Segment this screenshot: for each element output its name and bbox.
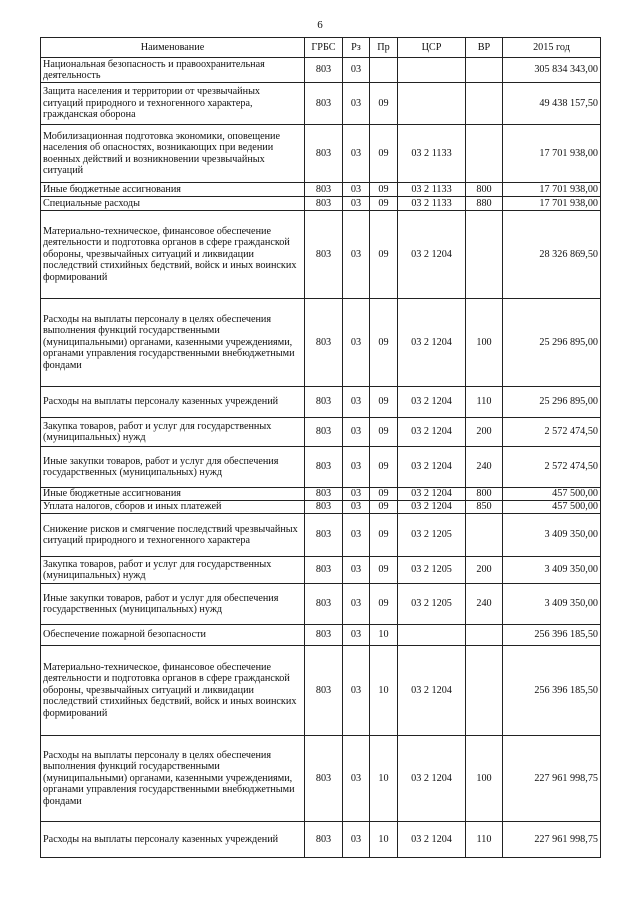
cell-pr: 09 (370, 83, 398, 125)
cell-name: Материально-техническое, финансовое обеспечение деятельности и подготовка органов в сфере гражданской обороны, чрезвычайных ситуаций и ликвидации последствий стихийных бедствий, войск и иных воинских формирований (41, 211, 305, 299)
cell-rz: 03 (343, 488, 370, 501)
cell-vr (466, 83, 503, 125)
cell-rz: 03 (343, 58, 370, 83)
cell-vr: 110 (466, 387, 503, 418)
cell-grbs: 803 (305, 584, 343, 625)
cell-name: Закупка товаров, работ и услуг для государственных (муниципальных) нужд (41, 557, 305, 584)
cell-amount: 17 701 938,00 (503, 183, 601, 197)
cell-csr: 03 2 1204 (398, 501, 466, 514)
cell-vr: 240 (466, 447, 503, 488)
table-row (41, 625, 601, 646)
cell-rz: 03 (343, 211, 370, 299)
cell-grbs: 803 (305, 183, 343, 197)
cell-name: Обеспечение пожарной безопасности (41, 625, 305, 646)
cell-name: Иные бюджетные ассигнования (41, 183, 305, 197)
cell-name: Расходы на выплаты персоналу в целях обеспечения выполнения функций государственными (муниципальными) органами, казенными учреждениями, органами управления государственными внебюджетными фондами (41, 736, 305, 822)
cell-rz: 03 (343, 197, 370, 211)
cell-amount: 2 572 474,50 (503, 447, 601, 488)
cell-csr: 03 2 1205 (398, 514, 466, 557)
cell-grbs: 803 (305, 557, 343, 584)
cell-name: Иные закупки товаров, работ и услуг для обеспечения государственных (муниципальных) нужд (41, 447, 305, 488)
table-row (41, 501, 601, 514)
cell-csr: 03 2 1204 (398, 488, 466, 501)
cell-pr: 10 (370, 822, 398, 858)
cell-csr: 03 2 1204 (398, 447, 466, 488)
cell-pr: 09 (370, 557, 398, 584)
cell-rz: 03 (343, 501, 370, 514)
cell-vr (466, 514, 503, 557)
cell-pr: 10 (370, 736, 398, 822)
table-row (41, 557, 601, 584)
table-row (41, 418, 601, 447)
cell-pr (370, 58, 398, 83)
cell-rz: 03 (343, 83, 370, 125)
table-row (41, 125, 601, 183)
cell-amount: 3 409 350,00 (503, 557, 601, 584)
cell-name: Расходы на выплаты персоналу в целях обеспечения выполнения функций государственными (муниципальными) органами, казенными учреждениями, органами управления государственными внебюджетными фондами (41, 299, 305, 387)
cell-rz: 03 (343, 646, 370, 736)
cell-grbs: 803 (305, 646, 343, 736)
cell-rz: 03 (343, 418, 370, 447)
table-row (41, 197, 601, 211)
cell-csr (398, 58, 466, 83)
cell-name: Материально-техническое, финансовое обеспечение деятельности и подготовка органов в сфере гражданской обороны, чрезвычайных ситуаций и ликвидации последствий стихийных бедствий, войск и иных воинских формирований (41, 646, 305, 736)
budget-table (40, 37, 601, 858)
cell-vr (466, 625, 503, 646)
header-name: Наименование (41, 38, 305, 58)
cell-vr (466, 58, 503, 83)
cell-pr: 09 (370, 501, 398, 514)
cell-vr: 100 (466, 736, 503, 822)
cell-pr: 10 (370, 646, 398, 736)
cell-name: Закупка товаров, работ и услуг для государственных (муниципальных) нужд (41, 418, 305, 447)
cell-amount: 305 834 343,00 (503, 58, 601, 83)
cell-grbs: 803 (305, 197, 343, 211)
cell-vr: 850 (466, 501, 503, 514)
cell-rz: 03 (343, 557, 370, 584)
table-row (41, 387, 601, 418)
cell-csr (398, 625, 466, 646)
cell-vr (466, 125, 503, 183)
cell-grbs: 803 (305, 447, 343, 488)
cell-rz: 03 (343, 183, 370, 197)
cell-pr: 09 (370, 418, 398, 447)
cell-vr: 200 (466, 557, 503, 584)
cell-rz: 03 (343, 514, 370, 557)
table-row (41, 584, 601, 625)
cell-amount: 457 500,00 (503, 501, 601, 514)
cell-name: Национальная безопасность и правоохранительная деятельность (41, 58, 305, 83)
cell-rz: 03 (343, 584, 370, 625)
cell-rz: 03 (343, 387, 370, 418)
cell-grbs: 803 (305, 211, 343, 299)
cell-pr: 10 (370, 625, 398, 646)
cell-vr: 800 (466, 488, 503, 501)
cell-name: Уплата налогов, сборов и иных платежей (41, 501, 305, 514)
cell-amount: 2 572 474,50 (503, 418, 601, 447)
table-row (41, 822, 601, 858)
table-row (41, 58, 601, 83)
cell-vr: 880 (466, 197, 503, 211)
header-year: 2015 год (503, 38, 601, 58)
cell-pr: 09 (370, 584, 398, 625)
cell-pr: 09 (370, 211, 398, 299)
cell-csr: 03 2 1133 (398, 197, 466, 211)
cell-grbs: 803 (305, 418, 343, 447)
cell-amount: 25 296 895,00 (503, 387, 601, 418)
header-pr: Пр (370, 38, 398, 58)
cell-amount: 227 961 998,75 (503, 822, 601, 858)
cell-rz: 03 (343, 625, 370, 646)
cell-grbs: 803 (305, 299, 343, 387)
cell-name: Мобилизационная подготовка экономики, оповещение населения об опасностях, возникающих при ведении военных действий и возникновении чрезвычайных ситуаций (41, 125, 305, 183)
cell-amount: 3 409 350,00 (503, 584, 601, 625)
cell-vr: 110 (466, 822, 503, 858)
cell-amount: 25 296 895,00 (503, 299, 601, 387)
cell-grbs: 803 (305, 514, 343, 557)
table-row (41, 447, 601, 488)
cell-grbs: 803 (305, 488, 343, 501)
table-row (41, 211, 601, 299)
cell-name: Снижение рисков и смягчение последствий чрезвычайных ситуаций природного и техногенного характера (41, 514, 305, 557)
cell-grbs: 803 (305, 125, 343, 183)
cell-pr: 09 (370, 447, 398, 488)
cell-csr: 03 2 1204 (398, 211, 466, 299)
cell-csr: 03 2 1204 (398, 299, 466, 387)
cell-vr: 800 (466, 183, 503, 197)
cell-csr (398, 83, 466, 125)
cell-pr: 09 (370, 514, 398, 557)
cell-name: Специальные расходы (41, 197, 305, 211)
cell-amount: 3 409 350,00 (503, 514, 601, 557)
cell-name: Иные бюджетные ассигнования (41, 488, 305, 501)
cell-csr: 03 2 1204 (398, 387, 466, 418)
cell-vr: 200 (466, 418, 503, 447)
cell-name: Расходы на выплаты персоналу казенных учреждений (41, 822, 305, 858)
table-row (41, 299, 601, 387)
header-grbs: ГРБС (305, 38, 343, 58)
cell-rz: 03 (343, 125, 370, 183)
cell-csr: 03 2 1205 (398, 584, 466, 625)
cell-vr: 240 (466, 584, 503, 625)
cell-rz: 03 (343, 736, 370, 822)
cell-name: Иные закупки товаров, работ и услуг для обеспечения государственных (муниципальных) нужд (41, 584, 305, 625)
cell-amount: 256 396 185,50 (503, 625, 601, 646)
page-number: 6 (317, 19, 323, 31)
cell-grbs: 803 (305, 625, 343, 646)
cell-name: Расходы на выплаты персоналу казенных учреждений (41, 387, 305, 418)
cell-vr: 100 (466, 299, 503, 387)
cell-vr (466, 211, 503, 299)
cell-csr: 03 2 1204 (398, 736, 466, 822)
table-row (41, 514, 601, 557)
cell-grbs: 803 (305, 501, 343, 514)
cell-csr: 03 2 1204 (398, 418, 466, 447)
cell-grbs: 803 (305, 83, 343, 125)
cell-vr (466, 646, 503, 736)
table-row (41, 488, 601, 501)
table-header-row (41, 38, 601, 58)
cell-csr: 03 2 1204 (398, 646, 466, 736)
cell-amount: 17 701 938,00 (503, 197, 601, 211)
cell-grbs: 803 (305, 736, 343, 822)
header-vr: ВР (466, 38, 503, 58)
table-row (41, 83, 601, 125)
cell-csr: 03 2 1204 (398, 822, 466, 858)
cell-amount: 28 326 869,50 (503, 211, 601, 299)
cell-amount: 457 500,00 (503, 488, 601, 501)
cell-pr: 09 (370, 183, 398, 197)
cell-grbs: 803 (305, 822, 343, 858)
cell-rz: 03 (343, 822, 370, 858)
cell-pr: 09 (370, 125, 398, 183)
cell-csr: 03 2 1133 (398, 125, 466, 183)
cell-csr: 03 2 1133 (398, 183, 466, 197)
cell-pr: 09 (370, 488, 398, 501)
cell-amount: 256 396 185,50 (503, 646, 601, 736)
cell-rz: 03 (343, 299, 370, 387)
header-csr: ЦСР (398, 38, 466, 58)
cell-pr: 09 (370, 197, 398, 211)
cell-grbs: 803 (305, 58, 343, 83)
cell-amount: 49 438 157,50 (503, 83, 601, 125)
cell-csr: 03 2 1205 (398, 557, 466, 584)
table-row (41, 646, 601, 736)
cell-grbs: 803 (305, 387, 343, 418)
table-row (41, 183, 601, 197)
cell-rz: 03 (343, 447, 370, 488)
table-row (41, 736, 601, 822)
cell-name: Защита населения и территории от чрезвычайных ситуаций природного и техногенного характера, гражданская оборона (41, 83, 305, 125)
cell-amount: 17 701 938,00 (503, 125, 601, 183)
cell-amount: 227 961 998,75 (503, 736, 601, 822)
cell-pr: 09 (370, 299, 398, 387)
cell-pr: 09 (370, 387, 398, 418)
header-rz: Рз (343, 38, 370, 58)
